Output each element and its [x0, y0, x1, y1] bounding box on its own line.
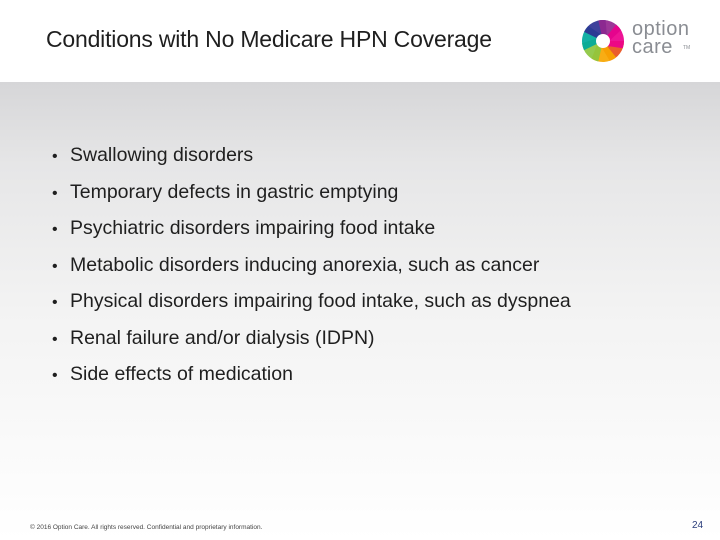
- bullet-list: [52, 138, 571, 394]
- bullet-icon: •: [52, 367, 58, 384]
- bullet-item: • Temporary defects in gastric emptying: [52, 175, 571, 212]
- bullet-item: • Side effects of medication: [52, 357, 571, 394]
- copyright-footer: © 2016 Option Care. All rights reserved. Confidential and proprietary information.: [30, 524, 263, 531]
- bullet-item: • Psychiatric disorders impairing food intake: [52, 211, 571, 248]
- bullet-icon: •: [52, 184, 58, 202]
- bullet-icon: •: [52, 148, 58, 165]
- page-number: 24: [692, 520, 704, 531]
- logo-trademark: TM: [683, 45, 691, 51]
- option-care-logo: [580, 18, 690, 70]
- bullet-item: • Metabolic disorders inducing anorexia, such as cancer: [52, 248, 571, 285]
- logo-wordmark: [632, 20, 690, 56]
- bullet-icon: •: [52, 294, 58, 311]
- bullet-icon: •: [52, 221, 58, 238]
- bullet-icon: •: [52, 330, 58, 348]
- bullet-icon: •: [52, 257, 58, 275]
- slide-title: Conditions with No Medicare HPN Coverage: [46, 26, 492, 52]
- logo-word-bottom: care: [632, 36, 673, 58]
- slide-body: [0, 82, 720, 540]
- logo-word-top: option: [632, 18, 690, 40]
- bullet-item: • Physical disorders impairing food intake, such as dyspnea: [52, 284, 571, 321]
- bullet-item: • Swallowing disorders: [52, 138, 571, 175]
- slide-header: [0, 0, 720, 82]
- bullet-item: • Renal failure and/or dialysis (IDPN): [52, 321, 571, 358]
- pinwheel-logo-icon: [580, 18, 626, 64]
